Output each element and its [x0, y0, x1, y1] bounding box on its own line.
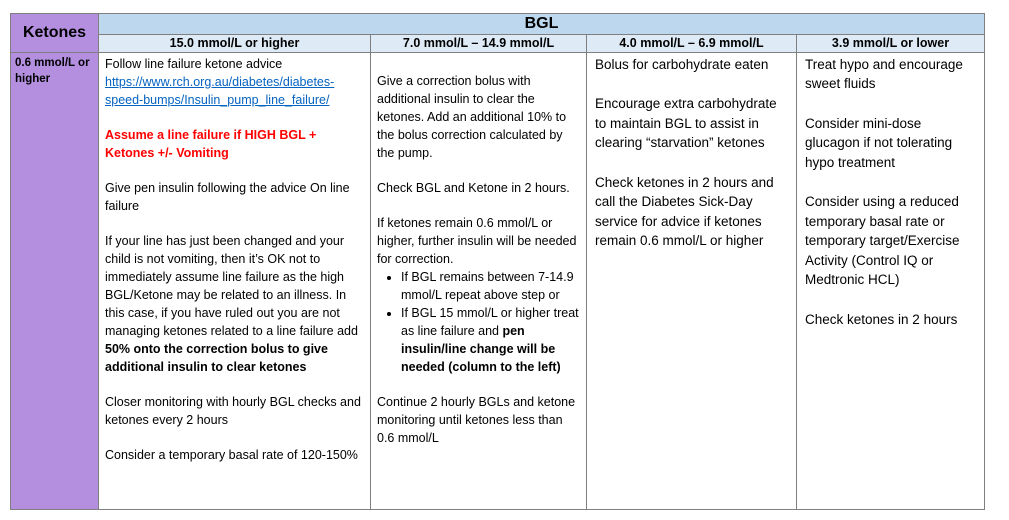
pen-insulin-emphasis: pen insulin/line change will be needed (column to the left): [401, 323, 561, 374]
ketones-header: Ketones: [11, 14, 99, 53]
column-header-normal: 4.0 mmol/L – 6.9 mmol/L: [587, 34, 797, 52]
bolus-carb-advice: Bolus for carbohydrate eaten: [595, 56, 769, 72]
bullet-line-failure: • If BGL 15 mmol/L or higher treat as line failure and pen insulin/line change will be needed (column to the left): [401, 304, 580, 376]
monitoring-advice: Closer monitoring with hourly BGL checks and ketones every 2 hours: [105, 394, 361, 427]
reduced-basal-advice: Consider using a reduced temporary basal rate or temporary target/Exercise Activity (Control IQ or Medtronic HCL): [805, 194, 960, 288]
mid-bgl-bullets: [377, 268, 580, 376]
pen-insulin-advice: Give pen insulin following the advice On line failure: [105, 180, 350, 213]
bullet-repeat-step: • If BGL remains between 7-14.9 mmol/L repeat above step or: [401, 268, 580, 304]
bgl-header: BGL: [99, 14, 985, 35]
cell-mid-bgl: [371, 52, 587, 509]
column-header-low: 3.9 mmol/L or lower: [797, 34, 985, 52]
column-header-high: 15.0 mmol/L or higher: [99, 34, 371, 52]
line-changed-advice: If your line has just been changed and your child is not vomiting, then it’s OK not to immediately assume line failure as the high BGL/Ketone may be related to an illness. In this case, if you have ruled out you are not managing ketones related to a line failure add 50% onto the correction bolus to give additional insulin to clear ketones: [105, 233, 358, 374]
row-label: 0.6 mmol/L or higher: [11, 52, 99, 509]
line-failure-link[interactable]: https://www.rch.org.au/diabetes/diabetes-speed-bumps/Insulin_pump_line_failure/: [105, 74, 335, 107]
continue-monitoring-advice: Continue 2 hourly BGLs and ketone monitoring until ketones less than 0.6 mmol/L: [377, 394, 576, 445]
treat-hypo-advice: Treat hypo and encourage sweet fluids: [805, 56, 963, 92]
column-header-mid: 7.0 mmol/L – 14.9 mmol/L: [371, 34, 587, 52]
column-header-row: [11, 34, 985, 52]
check-ketones-advice: Check ketones in 2 hours: [805, 311, 958, 327]
cell-high-bgl: [99, 52, 371, 509]
high-bgl-intro: Follow line failure ketone advice: [105, 56, 283, 71]
sick-day-advice: Check ketones in 2 hours and call the Diabetes Sick-Day service for advice if ketones remain 0.6 mmol/L or higher: [595, 174, 774, 249]
check-bgl-advice: Check BGL and Ketone in 2 hours.: [377, 180, 570, 195]
extra-carb-advice: Encourage extra carbohydrate to maintain BGL to assist in clearing “starvation” ketones: [595, 96, 777, 151]
ketone-bgl-table: [10, 13, 985, 510]
ketone-row: [11, 52, 985, 509]
temp-basal-advice: Consider a temporary basal rate of 120-150%: [105, 447, 358, 462]
correction-bolus-emphasis: 50% onto the correction bolus to give additional insulin to clear ketones: [105, 341, 328, 374]
ketones-remain-advice: If ketones remain 0.6 mmol/L or higher, further insulin will be needed for correction.: [377, 215, 577, 266]
line-failure-warning: Assume a line failure if HIGH BGL + Ketones +/- Vomiting: [105, 127, 317, 160]
cell-normal-bgl: [587, 52, 797, 509]
cell-low-bgl: [797, 52, 985, 509]
glucagon-advice: Consider mini-dose glucagon if not tolerating hypo treatment: [805, 115, 953, 170]
correction-bolus-advice: Give a correction bolus with additional insulin to clear the ketones. Add an additional 10% to the bolus correction calculated by the pump.: [377, 73, 567, 160]
header-row: [11, 14, 985, 35]
